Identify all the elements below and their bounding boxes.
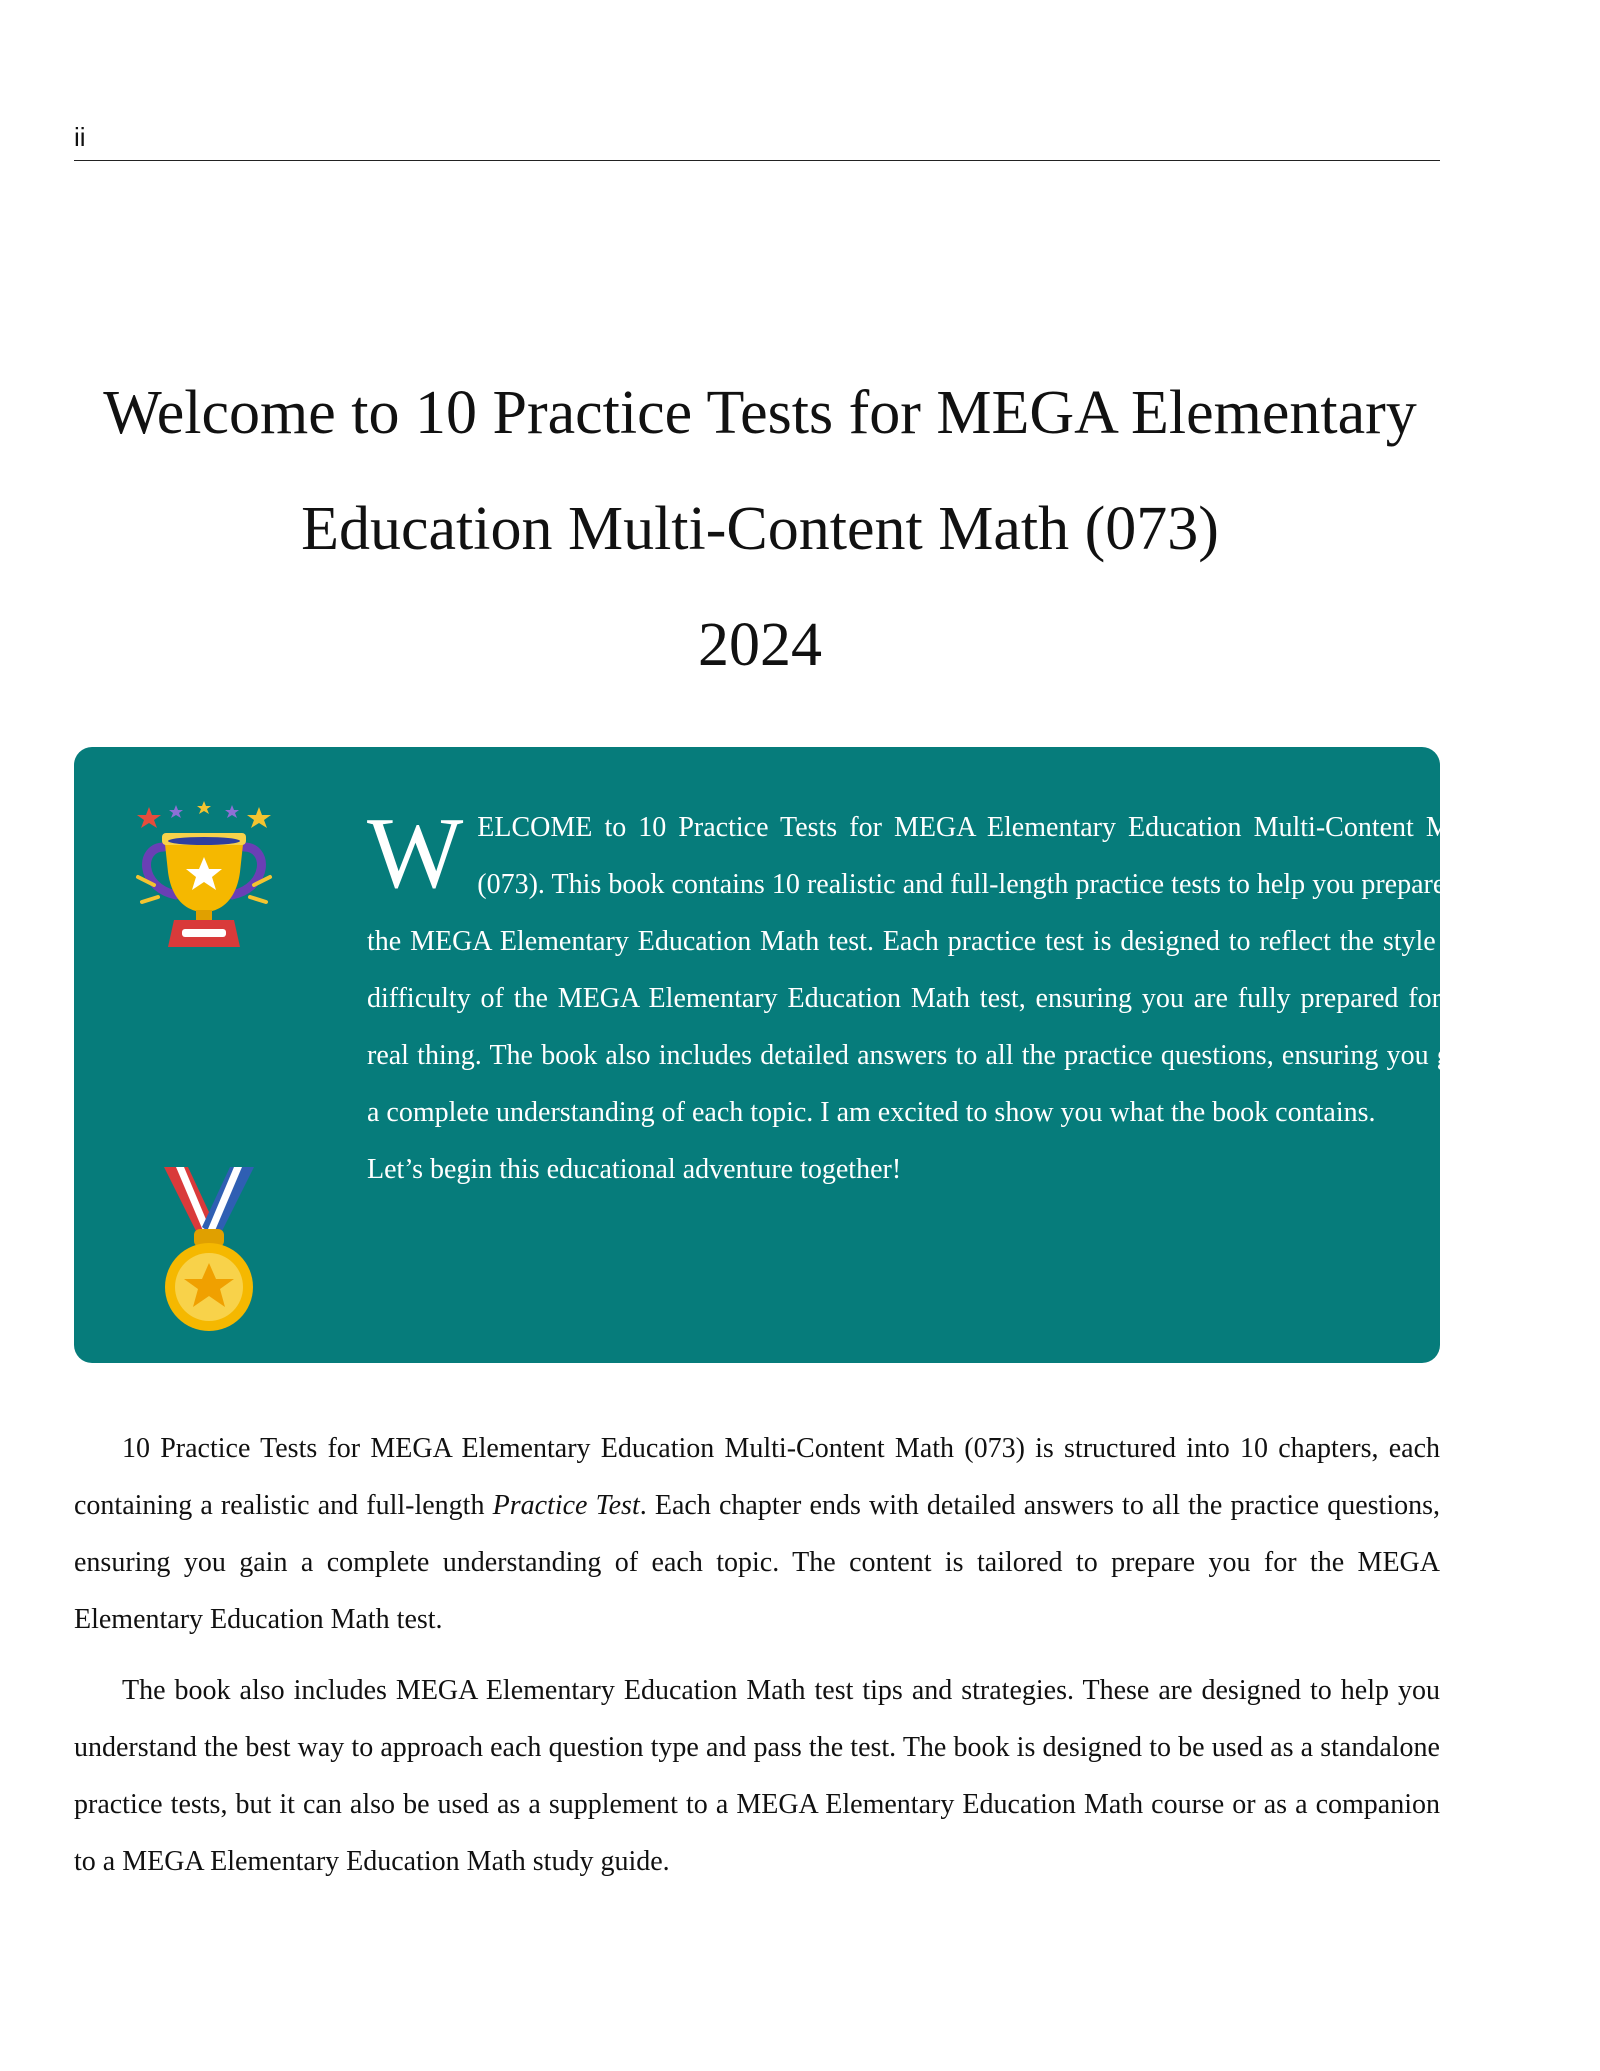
paragraph-1-start: 10 Practice Tests for MEGA Elementary Education Multi-Content Math (073) is structured into 10 chapters, each containing a realistic and full-length	[74, 1433, 1440, 1521]
welcome-intro: ELCOME to 10 Practice Tests for MEGA Elementary Education Multi-Content Math (073). This book contains 10 realistic and full-length practice tests to help you prepare for the MEGA Elementary Education Math test. Each practice test is designed to reflect the style and difficulty of the MEGA Elementary Education Math test, ensuring you are fully prepared for the real thing. The book also includes detailed answers to all the practice questions, ensuring you gain a complete understanding of each topic. I am excited to show you what the book contains.	[367, 812, 1485, 1128]
page-title	[60, 355, 1460, 703]
page-number: ii	[74, 122, 86, 152]
medal-icon	[154, 1167, 264, 1337]
paragraph-1-end: . Each chapter ends with detailed answers to all the practice questions, ensuring you gain a complete understanding of each topic. The content is tailored to prepare you for the MEGA Elementary Education Math test.	[74, 1490, 1441, 1635]
welcome-box	[74, 747, 1485, 1363]
title-year: 2024	[698, 611, 822, 679]
paragraph-1	[74, 1420, 1440, 1648]
page-header	[74, 120, 1440, 161]
title-line-1: Welcome to 10 Practice Tests for MEGA Elementary	[103, 379, 1417, 447]
paragraph-2: The book also includes MEGA Elementary Education Math test tips and strategies. These are designed to help you understand the best way to approach each question type and pass the test. The book is designed to be used as a standalone practice tests, but it can also be used as a supplement to a MEGA Elementary Education Math course or as a companion to a MEGA Elementary Education Math study guide.	[74, 1675, 1440, 1877]
welcome-closing: Let’s begin this educational adventure together!	[367, 1154, 902, 1185]
paragraph-1-italic: Practice Test	[492, 1490, 640, 1521]
welcome-text	[367, 799, 1485, 1198]
body-text	[74, 1420, 1440, 1904]
drop-cap: W	[367, 797, 464, 910]
trophy-icon	[124, 777, 284, 947]
title-line-2: Education Multi-Content Math (073)	[301, 495, 1219, 563]
